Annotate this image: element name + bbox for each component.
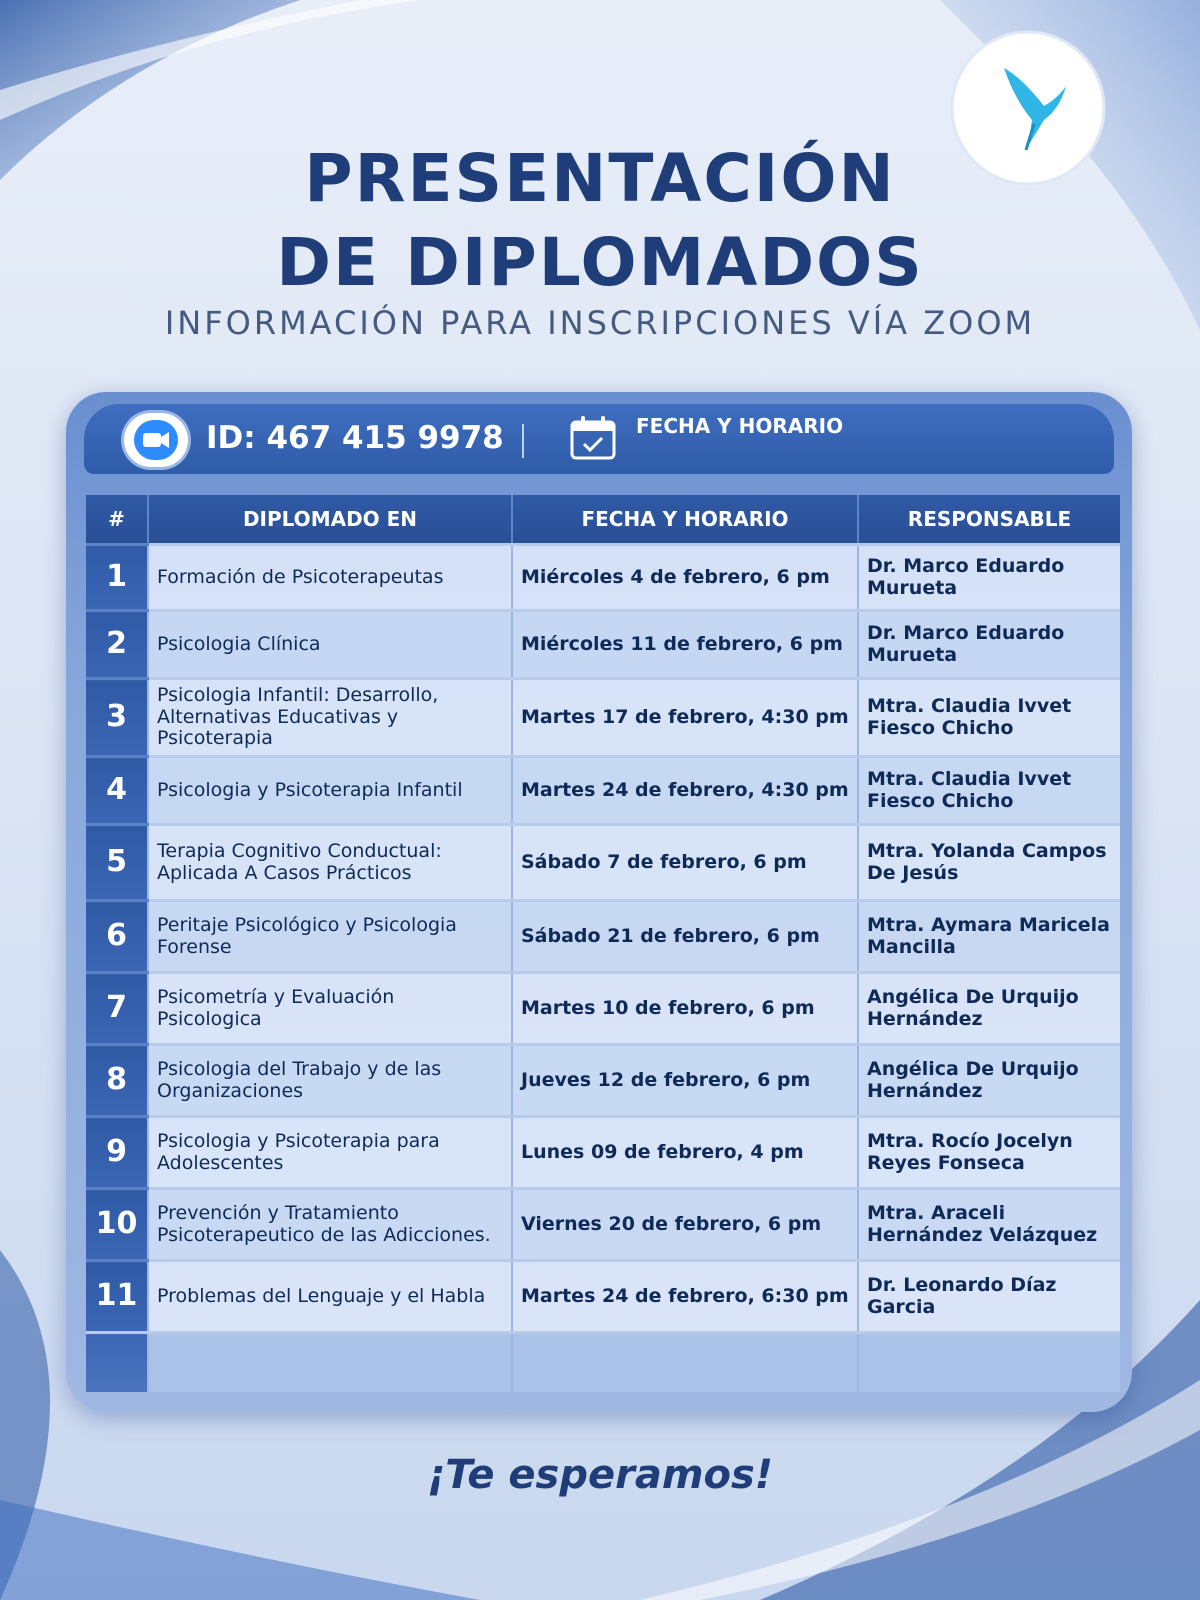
page-title-line1: PRESENTACIÓN (304, 140, 896, 217)
row-course: Problemas del Lenguaje y el Habla (148, 1261, 512, 1333)
empty-cell (512, 1333, 858, 1393)
row-date: Sábado 7 de febrero, 6 pm (512, 825, 858, 901)
zoom-meeting-id[interactable]: ID: 467 415 9978 (206, 420, 504, 456)
table-empty-row (86, 1333, 1120, 1393)
empty-cell (86, 1333, 148, 1393)
table-row (86, 545, 1120, 611)
table-row (86, 973, 1120, 1045)
bar-divider (522, 424, 524, 458)
row-date: Martes 10 de febrero, 6 pm (512, 973, 858, 1045)
table-row (86, 1189, 1120, 1261)
row-date: Lunes 09 de febrero, 4 pm (512, 1117, 858, 1189)
row-course: Prevención y Tratamiento Psicoterapeutico de las Adicciones. (148, 1189, 512, 1261)
zoom-logo (124, 413, 188, 467)
empty-cell (148, 1333, 512, 1393)
page-subtitle: INFORMACIÓN PARA INSCRIPCIONES VÍA ZOOM (164, 304, 1036, 342)
column-header-date: FECHA Y HORARIO (512, 495, 858, 545)
empty-cell (858, 1333, 1120, 1393)
row-date: Miércoles 11 de febrero, 6 pm (512, 611, 858, 679)
page-title-line2: DE DIPLOMADOS (276, 224, 924, 301)
table-row (86, 679, 1120, 757)
table-row (86, 825, 1120, 901)
row-responsible: Mtra. Claudia Ivvet Fiesco Chicho (858, 757, 1120, 825)
row-course: Peritaje Psicológico y Psicologia Forense (148, 901, 512, 973)
row-number: 1 (86, 545, 148, 611)
row-responsible: Angélica De Urquijo Hernández (858, 973, 1120, 1045)
row-date: Viernes 20 de febrero, 6 pm (512, 1189, 858, 1261)
video-camera-icon (134, 420, 178, 460)
row-number: 2 (86, 611, 148, 679)
row-course: Psicologia y Psicoterapia Infantil (148, 757, 512, 825)
row-number: 3 (86, 679, 148, 757)
row-number: 5 (86, 825, 148, 901)
column-header-course: DIPLOMADO EN (148, 495, 512, 545)
table-row (86, 1045, 1120, 1117)
column-header-number: # (86, 495, 148, 545)
table-row (86, 611, 1120, 679)
row-course: Psicologia y Psicoterapia para Adolescentes (148, 1117, 512, 1189)
row-number: 10 (86, 1189, 148, 1261)
row-responsible: Mtra. Aymara Maricela Mancilla (858, 901, 1120, 973)
row-date: Miércoles 4 de febrero, 6 pm (512, 545, 858, 611)
row-course: Psicologia Infantil: Desarrollo, Alternativas Educativas y Psicoterapia (148, 679, 512, 757)
table-header-row (86, 495, 1120, 545)
row-course: Psicologia del Trabajo y de las Organizaciones (148, 1045, 512, 1117)
table-row (86, 1261, 1120, 1333)
row-number: 7 (86, 973, 148, 1045)
table-row (86, 901, 1120, 973)
row-responsible: Dr. Leonardo Díaz Garcia (858, 1261, 1120, 1333)
row-number: 6 (86, 901, 148, 973)
table-row (86, 757, 1120, 825)
row-date: Martes 24 de febrero, 6:30 pm (512, 1261, 858, 1333)
row-responsible: Mtra. Yolanda Campos De Jesús (858, 825, 1120, 901)
row-responsible: Angélica De Urquijo Hernández (858, 1045, 1120, 1117)
row-number: 9 (86, 1117, 148, 1189)
row-responsible: Mtra. Rocío Jocelyn Reyes Fonseca (858, 1117, 1120, 1189)
schedule-label: FECHA Y HORARIO (636, 414, 844, 438)
column-header-responsible: RESPONSABLE (858, 495, 1120, 545)
table-row (86, 1117, 1120, 1189)
row-course: Terapia Cognitivo Conductual: Aplicada A Casos Prácticos (148, 825, 512, 901)
diplomados-table (86, 495, 1120, 1392)
row-date: Sábado 21 de febrero, 6 pm (512, 901, 858, 973)
row-course: Psicometría y Evaluación Psicologica (148, 973, 512, 1045)
row-course: Formación de Psicoterapeutas (148, 545, 512, 611)
row-responsible: Mtra. Araceli Hernández Velázquez (858, 1189, 1120, 1261)
row-responsible: Dr. Marco Eduardo Murueta (858, 545, 1120, 611)
row-number: 11 (86, 1261, 148, 1333)
closing-message: ¡Te esperamos! (426, 1452, 774, 1498)
row-responsible: Dr. Marco Eduardo Murueta (858, 611, 1120, 679)
row-date: Martes 24 de febrero, 4:30 pm (512, 757, 858, 825)
row-number: 4 (86, 757, 148, 825)
row-course: Psicologia Clínica (148, 611, 512, 679)
row-responsible: Mtra. Claudia Ivvet Fiesco Chicho (858, 679, 1120, 757)
row-number: 8 (86, 1045, 148, 1117)
calendar-check-icon (568, 414, 618, 462)
row-date: Jueves 12 de febrero, 6 pm (512, 1045, 858, 1117)
row-date: Martes 17 de febrero, 4:30 pm (512, 679, 858, 757)
